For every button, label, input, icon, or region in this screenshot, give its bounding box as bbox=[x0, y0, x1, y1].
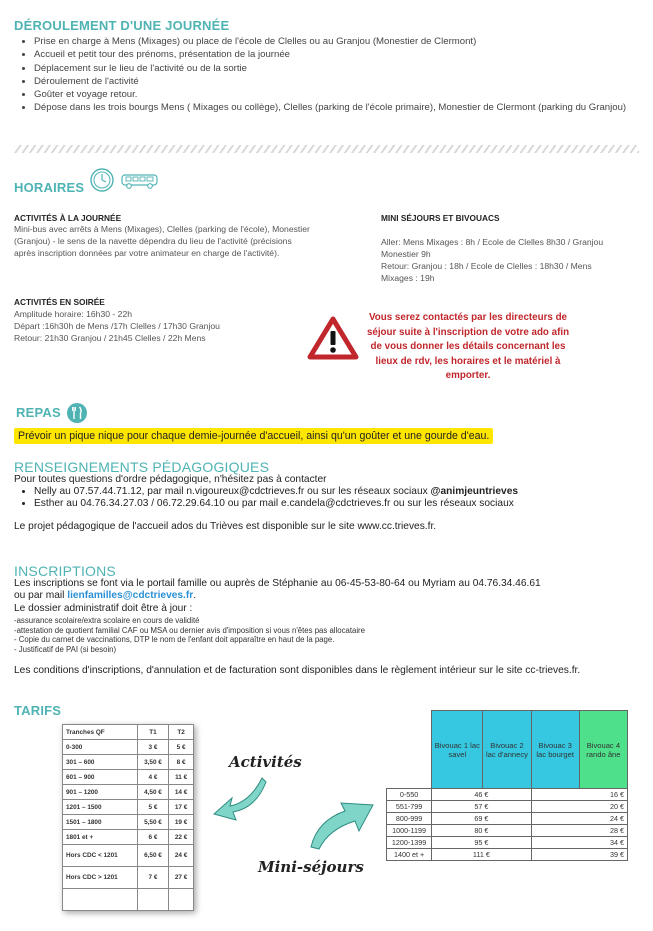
table-cell: 7 € bbox=[137, 867, 169, 889]
table-cell: 16 € bbox=[531, 789, 627, 801]
list-item: - Copie du carnet de vaccinations, DTP le nom de l'enfant doit apparaître en haut de la page. bbox=[14, 635, 335, 645]
warning-text: Vous serez contactés par les directeurs de séjour suite à l'inscription de votre ado afin de vous donner les détails concernant les lieux de rdv, les horaires et le matériel à emporter. bbox=[366, 312, 570, 382]
table-cell: 11 € bbox=[169, 770, 194, 785]
arrow-up-right-icon bbox=[307, 793, 379, 853]
deroulement-title: DÉROULEMENT D'UNE JOURNÉE bbox=[14, 18, 230, 33]
table-cell: 1801 et + bbox=[63, 830, 138, 845]
deroulement-list bbox=[14, 35, 639, 115]
journee-text: Mini-bus avec arrêts à Mens (Mixages), Clelles (parking de l'école), Monestier (Granjou) - le sens de la navette dépendra du lieu de l'activité (précisions après inscription données par votre animateur en charge de l'activité). bbox=[14, 224, 310, 258]
list-item: • Déroulement de l'activité bbox=[34, 75, 639, 88]
table-header: Bivouac 3 lac bourget bbox=[531, 711, 579, 789]
table-cell bbox=[387, 711, 432, 789]
list-item: • Dépose dans les trois bourgs Mens ( Mixages ou collège), Clelles (parking de l'école primaire), Monestier de Clermont (parking du Granjou) bbox=[34, 101, 639, 114]
warning-icon bbox=[307, 316, 359, 360]
repas-title: REPAS bbox=[16, 405, 61, 420]
list-item: • Esther au 04.76.34.27.03 / 06.72.29.64.10 ou par mail e.candela@cdctrieves.fr ou sur les réseaux sociaux bbox=[34, 498, 644, 510]
mini-text-aller: Aller: Mens Mixages : 8h / Ecole de Clelles 8h30 / Granjou Monestier 9h bbox=[381, 237, 604, 259]
table-header: Tranches QF bbox=[63, 725, 138, 740]
pedago-intro: Pour toutes questions d'ordre pédagogique, n'hésitez pas à contacter bbox=[14, 474, 327, 485]
table-cell: 17 € bbox=[169, 800, 194, 815]
mini-title: MINI SÉJOURS ET BIVOUACS bbox=[381, 213, 500, 223]
table-cell: 8 € bbox=[169, 755, 194, 770]
journee-title: ACTIVITÉS À LA JOURNÉE bbox=[14, 213, 122, 223]
table-cell: 19 € bbox=[169, 815, 194, 830]
table-cell: 14 € bbox=[169, 785, 194, 800]
table-cell: 1200-1399 bbox=[387, 837, 432, 849]
table-cell: 4 € bbox=[137, 770, 169, 785]
list-item: • Déplacement sur le lieu de l'activité ou de la sortie bbox=[34, 62, 639, 75]
table-cell: 20 € bbox=[531, 801, 627, 813]
list-item: • Nelly au 07.57.44.71.12, par mail n.vigoureux@cdctrieves.fr ou sur les réseaux sociaux @animjeuntrieves bbox=[34, 486, 644, 498]
horaires-title: HORAIRES bbox=[14, 180, 85, 195]
table-cell bbox=[137, 889, 169, 911]
soiree-text: Amplitude horaire: 16h30 - 22h Départ :16h30h de Mens /17h Clelles / 17h30 Granjou Retour: 21h30 Granjou / 21h45 Clelles / 22h Mens bbox=[14, 309, 220, 343]
docs-list bbox=[14, 616, 634, 654]
tarifs-title: TARIFS bbox=[14, 703, 62, 718]
table-cell: 901 – 1200 bbox=[63, 785, 138, 800]
table-cell: 601 – 900 bbox=[63, 770, 138, 785]
table-cell: 28 € bbox=[531, 825, 627, 837]
table-cell: 46 € bbox=[432, 789, 531, 801]
list-item: • Accueil et petit tour des prénoms, présentation de la journée bbox=[34, 48, 639, 61]
table-cell: 95 € bbox=[432, 837, 531, 849]
repas-text: Prévoir un pique nique pour chaque demie-journée d'accueil, ainsi qu'un goûter et une gourde d'eau. bbox=[14, 428, 493, 444]
table-cell: 1501 – 1800 bbox=[63, 815, 138, 830]
mini-text-retour: Retour: Granjou : 18h / Ecole de Clelles : 18h30 / Mens Mixages : 19h bbox=[381, 261, 592, 283]
table-cell: 0-550 bbox=[387, 789, 432, 801]
table-cell: 0-300 bbox=[63, 740, 138, 755]
table-header: Bivouac 2 lac d'annecy bbox=[483, 711, 531, 789]
table-header: Bivouac 1 lac savel bbox=[432, 711, 483, 789]
pedago-projet: Le projet pédagogique de l'accueil ados du Trièves est disponible sur le site www.cc.trieves.fr. bbox=[14, 521, 437, 532]
list-item: -assurance scolaire/extra scolaire en cours de validité bbox=[14, 616, 200, 625]
pedago-title: RENSEIGNEMENTS PÉDAGOGIQUES bbox=[14, 459, 270, 475]
list-item: • Goûter et voyage retour. bbox=[34, 88, 639, 101]
table-header: T2 bbox=[169, 725, 194, 740]
activites-label: Activités bbox=[229, 753, 302, 771]
table-cell: 24 € bbox=[169, 845, 194, 867]
table-cell: 5,50 € bbox=[137, 815, 169, 830]
table-cell: 551-799 bbox=[387, 801, 432, 813]
table-cell: 1201 – 1500 bbox=[63, 800, 138, 815]
arrow-down-left-icon bbox=[210, 772, 270, 824]
table-cell: 3 € bbox=[137, 740, 169, 755]
table-cell: 57 € bbox=[432, 801, 531, 813]
list-item: • Prise en charge à Mens (Mixages) ou place de l'école de Clelles ou au Granjou (Monestier de Clermont) bbox=[34, 35, 639, 48]
table-cell: 22 € bbox=[169, 830, 194, 845]
table-cell: 301 – 600 bbox=[63, 755, 138, 770]
table-cell: 1400 et + bbox=[387, 849, 432, 861]
table-cell: 4,50 € bbox=[137, 785, 169, 800]
bivouac-table bbox=[386, 710, 628, 861]
inscriptions-line2: ou par mail lienfamilles@cdctrieves.fr. bbox=[14, 590, 197, 601]
table-cell: 24 € bbox=[531, 813, 627, 825]
social-handle[interactable]: @animjeuntrieves bbox=[430, 486, 519, 497]
table-cell: 34 € bbox=[531, 837, 627, 849]
soiree-title: ACTIVITÉS EN SOIRÉE bbox=[14, 297, 105, 307]
table-cell: 5 € bbox=[137, 800, 169, 815]
table-cell: 6 € bbox=[137, 830, 169, 845]
list-item: -attestation de quotient familial CAF ou MSA ou dernier avis d'imposition si vous n'êtes pas allocataire bbox=[14, 625, 365, 635]
table-cell: 1000-1199 bbox=[387, 825, 432, 837]
table-cell: 27 € bbox=[169, 867, 194, 889]
table-cell: Hors CDC > 1201 bbox=[63, 867, 138, 889]
table-cell: 800-999 bbox=[387, 813, 432, 825]
activites-table bbox=[62, 724, 194, 911]
table-cell: 5 € bbox=[169, 740, 194, 755]
pedago-contacts bbox=[14, 486, 644, 510]
inscriptions-title: INSCRIPTIONS bbox=[14, 563, 116, 579]
conditions-text: Les conditions d'inscriptions, d'annulation et de facturation sont disponibles dans le règlement intérieur sur le site cc-trieves.fr. bbox=[14, 665, 581, 676]
table-cell: Hors CDC < 1201 bbox=[63, 845, 138, 867]
mini-sejours-label: Mini-séjours bbox=[258, 858, 364, 876]
table-cell: 80 € bbox=[432, 825, 531, 837]
table-cell: 39 € bbox=[531, 849, 627, 861]
table-cell: 69 € bbox=[432, 813, 531, 825]
table-cell bbox=[63, 889, 138, 911]
bus-icon bbox=[120, 172, 160, 190]
clock-icon bbox=[89, 167, 115, 193]
table-cell: 3,50 € bbox=[137, 755, 169, 770]
table-cell bbox=[169, 889, 194, 911]
email-link[interactable]: lienfamilles@cdctrieves.fr bbox=[67, 590, 194, 601]
divider bbox=[14, 145, 639, 153]
dossier-title: Le dossier administratif doit être à jour : bbox=[14, 603, 193, 614]
inscriptions-line1: Les inscriptions se font via le portail famille ou auprès de Stéphanie au 06-45-53-80-64 ou Myriam au 04.76.34.46.61 bbox=[14, 578, 541, 589]
cutlery-icon bbox=[67, 403, 87, 423]
table-cell: 111 € bbox=[432, 849, 531, 861]
table-header: T1 bbox=[137, 725, 169, 740]
table-header: Bivouac 4 rando âne bbox=[579, 711, 627, 789]
list-item: - Justificatif de PAI (si besoin) bbox=[14, 644, 117, 654]
table-cell: 6,50 € bbox=[137, 845, 169, 867]
